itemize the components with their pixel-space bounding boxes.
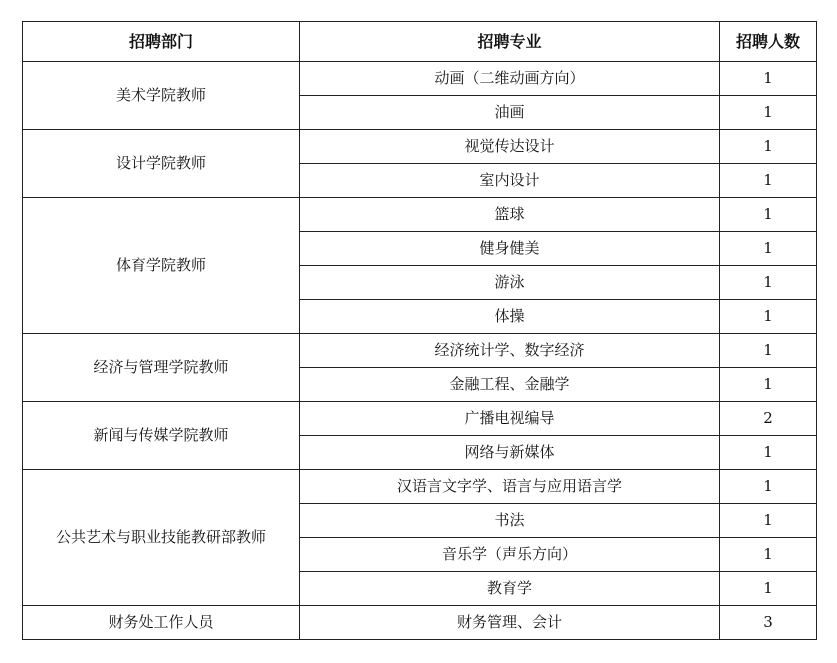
count-cell: 1: [720, 198, 817, 232]
major-cell: 动画（二维动画方向）: [300, 62, 720, 96]
count-cell: 1: [720, 62, 817, 96]
count-cell: 1: [720, 164, 817, 198]
table-row: [23, 62, 817, 96]
table-row: [23, 470, 817, 504]
table-row: [23, 402, 817, 436]
major-cell: 室内设计: [300, 164, 720, 198]
major-cell: 体操: [300, 300, 720, 334]
table-row: [23, 130, 817, 164]
department-cell: 美术学院教师: [23, 62, 300, 130]
major-cell: 书法: [300, 504, 720, 538]
table-row: [23, 334, 817, 368]
major-cell: 游泳: [300, 266, 720, 300]
major-cell: 视觉传达设计: [300, 130, 720, 164]
major-cell: 网络与新媒体: [300, 436, 720, 470]
count-cell: 1: [720, 300, 817, 334]
major-cell: 音乐学（声乐方向）: [300, 538, 720, 572]
table-row: [23, 606, 817, 640]
count-cell: 1: [720, 572, 817, 606]
table-row: [23, 198, 817, 232]
major-cell: 广播电视编导: [300, 402, 720, 436]
count-cell: 3: [720, 606, 817, 640]
count-cell: 1: [720, 368, 817, 402]
major-cell: 金融工程、金融学: [300, 368, 720, 402]
count-cell: 1: [720, 470, 817, 504]
department-cell: 设计学院教师: [23, 130, 300, 198]
major-cell: 经济统计学、数字经济: [300, 334, 720, 368]
major-cell: 油画: [300, 96, 720, 130]
department-cell: 体育学院教师: [23, 198, 300, 334]
count-cell: 1: [720, 538, 817, 572]
header-count: 招聘人数: [720, 22, 817, 62]
table-header-row: [23, 22, 817, 62]
major-cell: 汉语言文字学、语言与应用语言学: [300, 470, 720, 504]
department-cell: 公共艺术与职业技能教研部教师: [23, 470, 300, 606]
header-major: 招聘专业: [300, 22, 720, 62]
department-cell: 新闻与传媒学院教师: [23, 402, 300, 470]
department-cell: 经济与管理学院教师: [23, 334, 300, 402]
major-cell: 教育学: [300, 572, 720, 606]
department-cell: 财务处工作人员: [23, 606, 300, 640]
count-cell: 1: [720, 504, 817, 538]
count-cell: 1: [720, 334, 817, 368]
major-cell: 篮球: [300, 198, 720, 232]
count-cell: 1: [720, 232, 817, 266]
major-cell: 财务管理、会计: [300, 606, 720, 640]
count-cell: 1: [720, 130, 817, 164]
header-department: 招聘部门: [23, 22, 300, 62]
recruitment-table: [22, 21, 817, 640]
count-cell: 2: [720, 402, 817, 436]
count-cell: 1: [720, 436, 817, 470]
major-cell: 健身健美: [300, 232, 720, 266]
count-cell: 1: [720, 96, 817, 130]
count-cell: 1: [720, 266, 817, 300]
